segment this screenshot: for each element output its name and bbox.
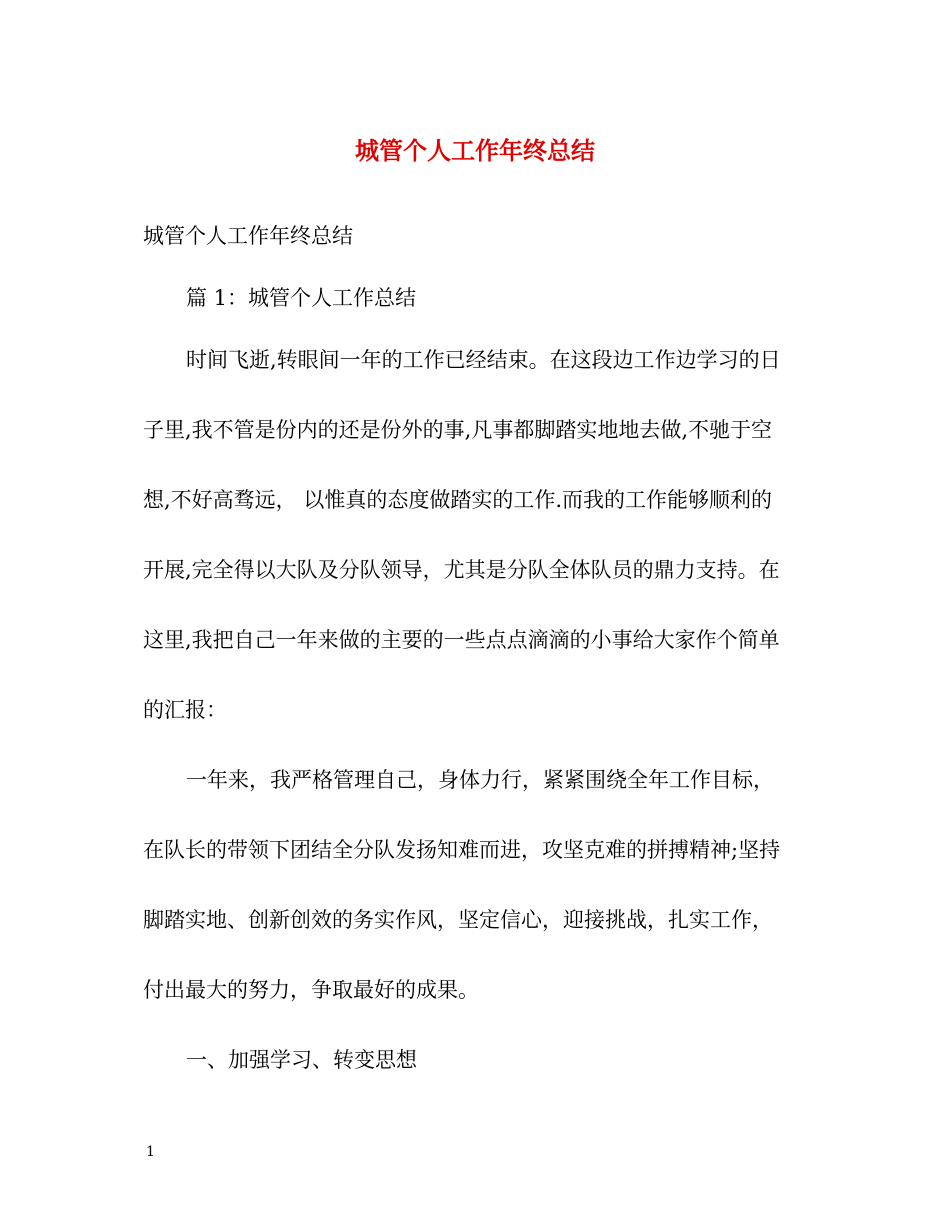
paragraph-line: 付出最大的努力，争取最好的成果。 — [143, 978, 479, 1002]
paragraph-line: 想,不好高骛远， 以惟真的态度做踏实的工作.而我的工作能够顺利的 — [143, 488, 773, 512]
document-title: 城管个人工作年终总结 — [355, 136, 595, 165]
page-number: 1 — [146, 1144, 155, 1160]
paragraph-line: 在队长的带领下团结全分队发扬知难而进，攻坚克难的拼搏精神;坚持 — [143, 838, 781, 862]
paragraph-line: 的汇报： — [143, 698, 227, 722]
paragraph-line: 开展,完全得以大队及分队领导，尤其是分队全体队员的鼎力支持。在 — [143, 558, 780, 582]
paragraph-line: 子里,我不管是份内的还是份外的事,凡事都脚踏实地地去做,不驰于空 — [143, 418, 773, 442]
paragraph-line: 一年来，我严格管理自己，身体力行，紧紧围绕全年工作目标， — [186, 768, 774, 792]
paragraph-line: 这里,我把自己一年来做的主要的一些点点滴滴的小事给大家作个简单 — [143, 628, 780, 652]
paragraph-line: 脚踏实地、创新创效的务实作风，坚定信心，迎接挑战，扎实工作， — [143, 908, 773, 932]
section-heading: 篇 1：城管个人工作总结 — [186, 286, 417, 310]
paragraph-line: 时间飞逝,转眼间一年的工作已经结束。在这段边工作边学习的日 — [186, 348, 781, 372]
document-subtitle: 城管个人工作年终总结 — [143, 224, 353, 248]
section-heading-1: 一、加强学习、转变思想 — [186, 1048, 417, 1072]
paragraph-1 — [143, 344, 807, 726]
document-body — [143, 220, 807, 1076]
paragraph-2 — [143, 764, 807, 1006]
